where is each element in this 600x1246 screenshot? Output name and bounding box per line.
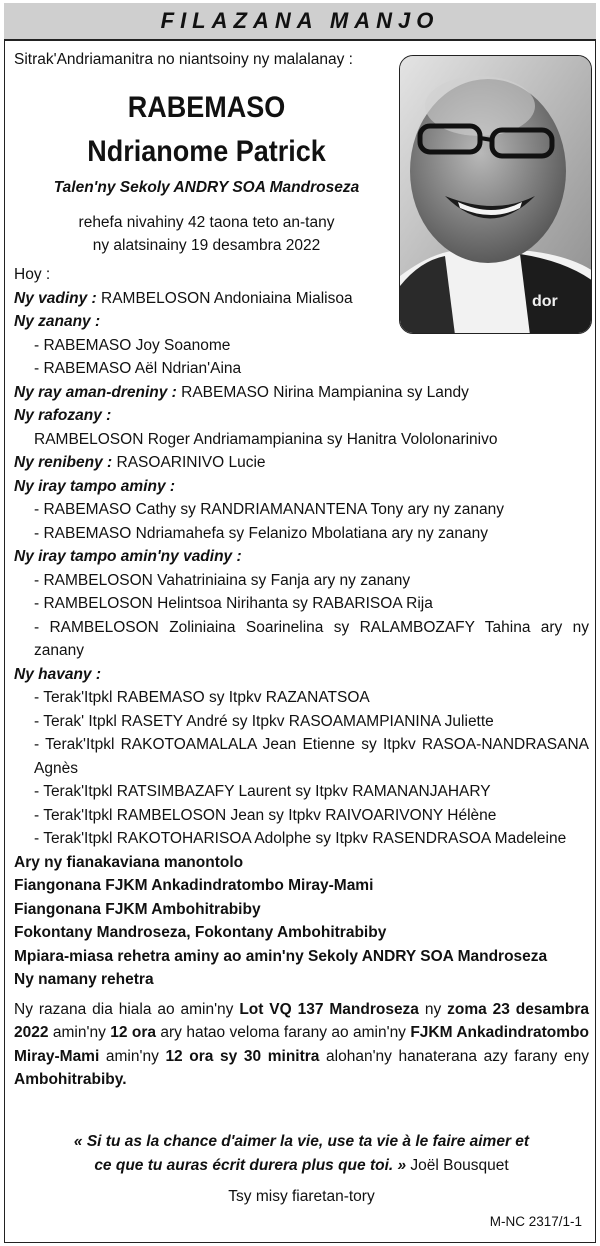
- deceased-given-name: Ndrianome Patrick: [87, 135, 326, 168]
- spouse-name: RAMBELOSON Andoniaina Mialisoa: [101, 289, 353, 307]
- death-age-line: rehefa nivahiny 42 taona teto an-tany: [78, 214, 335, 231]
- reference-code: M-NC 2317/1-1: [489, 1214, 582, 1229]
- deceased-surname: RABEMASO: [127, 91, 286, 124]
- relative-item: - Terak'Itpkl RAKOTOHARISOA Adolphe sy Itpkv RASENDRASOA Madeleine: [34, 830, 567, 847]
- grandmother-name: RASOARINIVO Lucie: [116, 454, 266, 471]
- quote-line-2: ce que tu auras écrit durera plus que toi. »: [94, 1157, 407, 1174]
- funeral-text: Ny razana dia hiala ao amin'ny: [14, 1000, 240, 1018]
- parents-names: RABEMASO Nirina Mampianina sy Landy: [181, 383, 469, 401]
- spouse-label: Ny vadiny :: [14, 289, 97, 307]
- spouse-sibling-item: - RAMBELOSON Vahatriniaina sy Fanja ary ny zanany: [34, 571, 411, 589]
- funeral-text: ary hatao veloma farany ao amin'ny: [155, 1024, 411, 1041]
- siblings-label: Ny iray tampo aminy :: [14, 477, 176, 495]
- child-item: - RABEMASO Aël Ndrian'Aina: [34, 360, 242, 377]
- spouse-siblings-label: Ny iray tampo amin'ny vadiny :: [14, 548, 242, 565]
- sibling-item: - RABEMASO Ndriamahefa sy Felanizo Mbolatiana ary ny zanany: [34, 524, 489, 542]
- relative-item: - Terak'Itpkl RAKOTOAMALALA Jean Etienne sy Itpkv RASOA-NANDRASANA Agnès: [34, 736, 589, 777]
- group-line: Fokontany Mandroseza, Fokontany Ambohitrabiby: [14, 924, 387, 941]
- spouse-sibling-item: - RAMBELOSON Helintsoa Nirihanta sy RABARISOA Rija: [34, 595, 433, 612]
- hoy-label: Hoy :: [14, 266, 51, 283]
- relative-item: - Terak'Itpkl RAMBELOSON Jean sy Itpkv RAIVOARIVONY Hélène: [34, 806, 497, 824]
- parents-label: Ny ray aman-dreniny :: [14, 383, 177, 401]
- funeral-text: amin'ny: [48, 1024, 111, 1041]
- quote-author: Joël Bousquet: [406, 1157, 509, 1174]
- in-laws-names: RAMBELOSON Roger Andriamampianina sy Hanitra Vololonarinivo: [34, 430, 498, 448]
- funeral-text: alohan'ny hanaterana azy farany eny: [319, 1047, 589, 1065]
- group-line: Ary ny fianakaviana manontolo: [14, 853, 244, 871]
- funeral-location: Lot VQ 137 Mandroseza: [239, 1000, 419, 1018]
- funeral-time-2: 12 ora sy 30 minitra: [165, 1047, 320, 1065]
- relative-item: - Terak'Itpkl RABEMASO sy Itpkv RAZANATSOA: [34, 689, 370, 706]
- svg-text:dor: dor: [532, 293, 558, 310]
- funeral-time: 12 ora: [110, 1024, 156, 1041]
- notice-banner: [4, 3, 596, 41]
- group-line: Mpiara-miasa rehetra aminy ao amin'ny Sekoly ANDRY SOA Mandroseza: [14, 947, 548, 965]
- group-line: Fiangonana FJKM Ambohitrabiby: [14, 900, 261, 918]
- deceased-title: Talen'ny Sekoly ANDRY SOA Mandroseza: [53, 179, 360, 196]
- quote-block: [14, 1130, 589, 1178]
- death-date-line: ny alatsinainy 19 desambra 2022: [92, 237, 321, 254]
- family-list: [14, 263, 589, 1092]
- funeral-church: FJKM Ankadindratombo Miray-Mami: [14, 1024, 589, 1065]
- quote-line-2-wrap: [14, 1154, 589, 1178]
- parents-line: [14, 381, 589, 405]
- burial-place: Ambohitrabiby.: [14, 1071, 127, 1088]
- relative-item: - Terak' Itpkl RASETY André sy Itpkv RASOAMAMPIANINA Juliette: [34, 712, 494, 730]
- child-item: - RABEMASO Joy Soanome: [34, 336, 231, 354]
- funeral-date: zoma 23 desambra 2022: [14, 1000, 589, 1041]
- quote-line-1: « Si tu as la chance d'aimer la vie, use ta vie à le faire aimer et: [73, 1133, 530, 1150]
- children-label: Ny zanany :: [14, 313, 101, 330]
- funeral-paragraph: [14, 998, 589, 1092]
- group-line: Fiangonana FJKM Ankadindratombo Miray-Mami: [14, 877, 374, 894]
- sibling-item: - RABEMASO Cathy sy RANDRIAMANANTENA Tony ary ny zanany: [34, 501, 505, 518]
- spouse-sibling-item: - RAMBELOSON Zoliniaina Soarinelina sy RALAMBOZAFY Tahina ary ny zanany: [34, 618, 589, 659]
- funeral-text: amin'ny: [99, 1047, 166, 1065]
- intro-line: Sitrak'Andriamanitra no niantsoiny ny malalanay :: [14, 51, 353, 68]
- relative-item: - Terak'Itpkl RATSIMBAZAFY Laurent sy Itpkv RAMANANJAHARY: [34, 783, 491, 800]
- funeral-text: ny: [418, 1000, 448, 1018]
- grandmother-line: [14, 451, 589, 475]
- group-line: Ny namany rehetra: [14, 971, 154, 988]
- in-laws-label: Ny rafozany :: [14, 407, 112, 424]
- spouse-line: [14, 287, 589, 311]
- banner-title: FILAZANA MANJO: [160, 7, 440, 33]
- relatives-label: Ny havany :: [14, 665, 102, 683]
- closing-line: Tsy misy fiaretan-tory: [228, 1188, 375, 1205]
- grandmother-label: Ny renibeny :: [14, 454, 113, 471]
